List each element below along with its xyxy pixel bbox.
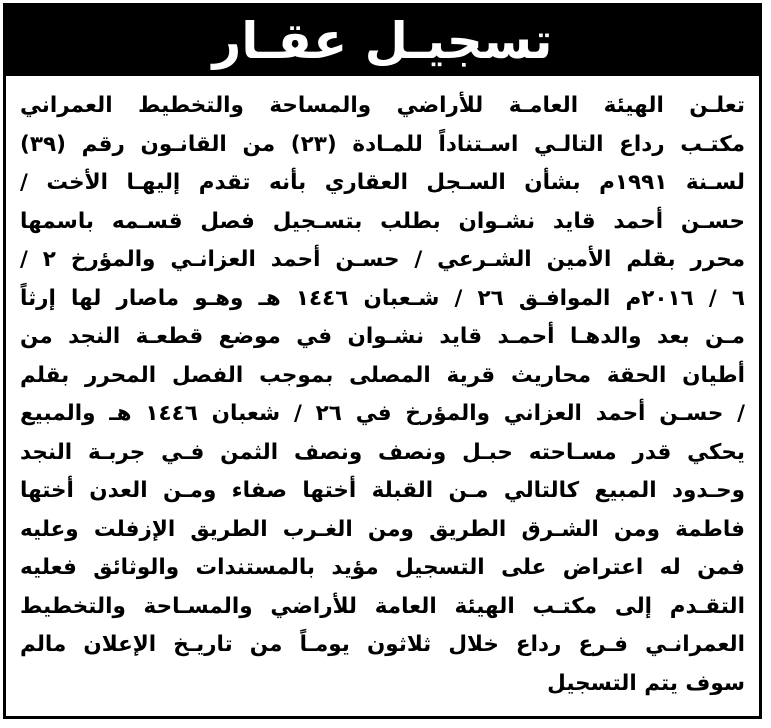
notice-line: التقـدم إلى مكتـب الهيئة العامة للأراضي والمسـاحة والتخطيط <box>20 593 745 619</box>
notice-body <box>20 87 745 703</box>
notice-line: يحكي قدر مسـاحته حبـل ونصف ونصف الثمن فـي جربـة النجد <box>20 439 745 465</box>
notice-line: فاطمة ومن الشـرق الطريق ومن الغـرب الطريق الإزفلت وعليه <box>20 516 745 542</box>
notice-line: مكتـب رداع التالـي اسـتناداً للمـادة (٢٣) من القانـون رقم (٣٩) <box>20 131 745 157</box>
notice-line: ٦ / ٢٠١٦م الموافـق ٢٦ / شـعبان ١٤٤٦ هـ وهـو ماصار لها إرثاً <box>20 285 745 311</box>
notice-title: تسجيـل عقـار <box>212 12 553 70</box>
notice-line: تعلـن الهيئة العامـة للأراضي والمساحة والتخطيط العمراني <box>20 93 745 118</box>
notice-line: أطيان الحقة محاريث قرية المصلى بموجب الفصل المحرر بقلم <box>20 362 745 388</box>
notice-line: محرر بقلم الأمين الشـرعي / حسـن أحمد العزانـي والمؤرخ ٢ / <box>20 247 745 272</box>
notice-line: / حسـن أحمد العزاني والمؤرخ في ٢٦ / شعبان ١٤٤٦ هـ والمبيع <box>20 401 745 426</box>
notice-line: وحـدود المبيع كالتالي مـن القبلة أختها صفاء ومـن العدن أختها <box>20 478 745 503</box>
notice-line: سوف يتم التسجيل <box>547 670 745 696</box>
notice-line: مـن بعد والدهـا أحمـد قايد نشـوان في موضع قطعـة النجد من <box>20 324 745 349</box>
notice-line: لسـنة ١٩٩١م بشأن السـجل العقاري بأنه تقدم إليهـا الأخت / <box>20 170 745 195</box>
notice-title-bar <box>6 6 759 76</box>
notice-line: العمرانـي فـرع رداع خلال ثلاثون يومـاً من تاريـخ الإعلان مالم <box>20 632 745 657</box>
notice-line: حسـن أحمد قايد نشـوان بطلب بتسـجيل فصل قسـمه باسمها <box>20 208 745 234</box>
notice-line: فمن له اعتراض على التسجيل مؤيد بالمستندات والوثائق فعليه <box>20 555 745 580</box>
property-registration-notice <box>3 3 762 719</box>
